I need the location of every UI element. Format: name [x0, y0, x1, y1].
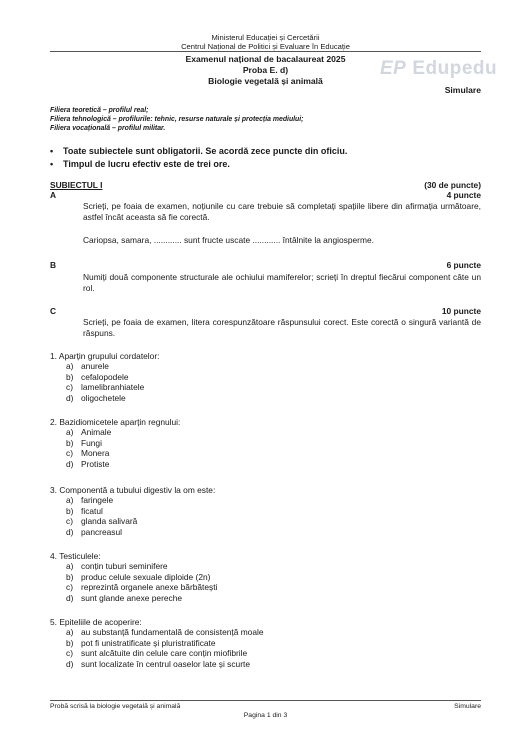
subject-title: Biologie vegetală și animală: [208, 76, 323, 86]
edupedu-logo-icon: EP: [380, 58, 407, 79]
section-title: SUBIECTUL I: [50, 180, 103, 190]
proba-title: Proba E. d): [242, 65, 289, 75]
header-rule: [50, 51, 481, 52]
part-letter: C: [50, 306, 57, 316]
answer-option: d) oligochetele: [66, 392, 126, 403]
page-number: Pagina 1 din 3: [243, 712, 288, 719]
answer-option: d) sunt localizate în centrul oaselor late și scurte: [66, 658, 250, 669]
question-item: [50, 551, 217, 603]
section-points: (30 de puncte): [424, 180, 481, 190]
answer-option: c) lamelibranhiatele: [66, 382, 145, 393]
question-item: [50, 485, 215, 537]
question-text: 2. Bazidiomicetele aparțin regnului:: [50, 417, 181, 427]
footer-left: Probă scrisă la biologie vegetală și animală: [50, 703, 181, 710]
part-b-instruction: Numiți două componente structurale ale ochiului mamiferelor; scrieți în dreptul fiecărui component câte un rol.: [83, 272, 481, 293]
part-letter: A: [50, 190, 57, 200]
bullet-icon: •: [50, 146, 54, 156]
part-letter: B: [50, 260, 57, 270]
filiera-line: Filiera vocațională – profilul militar.: [50, 125, 166, 132]
part-points: 6 puncte: [446, 260, 481, 270]
answer-option: a) anurele: [66, 361, 109, 372]
part-b-heading: [50, 260, 481, 270]
exam-title: Examenul național de bacalaureat 2025: [185, 54, 346, 64]
bullet-icon: •: [50, 159, 54, 169]
footer-rule: [50, 700, 481, 701]
part-a-statement: Cariopsa, samara, ............ sunt fructe uscate ............ întâlnite la angiosperme.: [83, 235, 374, 245]
answer-option: d) sunt glande anexe pereche: [66, 592, 183, 603]
answer-option: d) Protiste: [66, 458, 110, 469]
answer-option: a) faringele: [66, 495, 114, 506]
answer-option: c) sunt alcătuite din celule care conțin miofibrile: [66, 648, 248, 659]
center-name: Centrul Național de Politici și Evaluare în Educație: [181, 42, 350, 51]
question-text: 4. Testiculele:: [50, 551, 101, 561]
answer-option: c) reprezintă organele anexe bărbătești: [66, 582, 218, 593]
answer-option: b) produc celule sexuale diploide (2n): [66, 571, 211, 582]
question-item: [50, 417, 180, 469]
rule-item: • Timpul de lucru efectiv este de trei ore.: [50, 159, 230, 169]
part-c-heading: [50, 306, 481, 316]
section-heading: [50, 180, 481, 190]
answer-option: a) conțin tuburi seminifere: [66, 561, 168, 572]
question-text: 1. Aparțin grupului cordatelor:: [50, 351, 160, 361]
filiera-line: Filiera tehnologică – profilurile: tehnic, resurse naturale și protecția mediului;: [50, 116, 304, 123]
rule-item: • Toate subiectele sunt obligatorii. Se acordă zece puncte din oficiu.: [50, 146, 348, 156]
ministry-name: Ministerul Educației și Cercetării: [211, 33, 320, 42]
question-text: 5. Epiteliile de acoperire:: [50, 617, 142, 627]
part-a-instruction: Scrieți, pe foaia de examen, noțiunile cu care trebuie să completați spațiile libere din afirmația următoare, astfel încât aceasta să fie corectă.: [83, 201, 481, 222]
filiera-line: Filiera teoretică – profilul real;: [50, 107, 149, 114]
question-item: [50, 617, 264, 669]
answer-option: d) pancreasul: [66, 526, 122, 537]
part-c-instruction: Scrieți, pe foaia de examen, litera corespunzătoare răspunsului corect. Este corectă o singură variantă de răspuns.: [83, 317, 481, 338]
part-points: 10 puncte: [441, 306, 481, 316]
exam-type-label: Simulare: [444, 85, 481, 95]
question-item: [50, 351, 159, 403]
answer-option: c) Monera: [66, 448, 110, 459]
answer-option: c) glanda salivară: [66, 516, 138, 527]
answer-option: b) Fungi: [66, 437, 102, 448]
answer-option: b) cefalopodele: [66, 371, 129, 382]
footer-right: Simulare: [454, 703, 481, 710]
part-a-heading: [50, 190, 481, 200]
edupedu-watermark: EP Edupedu: [380, 58, 498, 79]
footer: [50, 703, 481, 710]
answer-option: b) pot fi unistratificate și pluristratificate: [66, 637, 216, 648]
part-points: 4 puncte: [446, 190, 481, 200]
question-text: 3. Componentă a tubului digestiv la om este:: [50, 485, 216, 495]
answer-option: a) au substanță fundamentală de consistență moale: [66, 627, 264, 638]
filiere-list: [50, 106, 303, 133]
answer-option: b) ficatul: [66, 505, 103, 516]
answer-option: a) Animale: [66, 427, 112, 438]
